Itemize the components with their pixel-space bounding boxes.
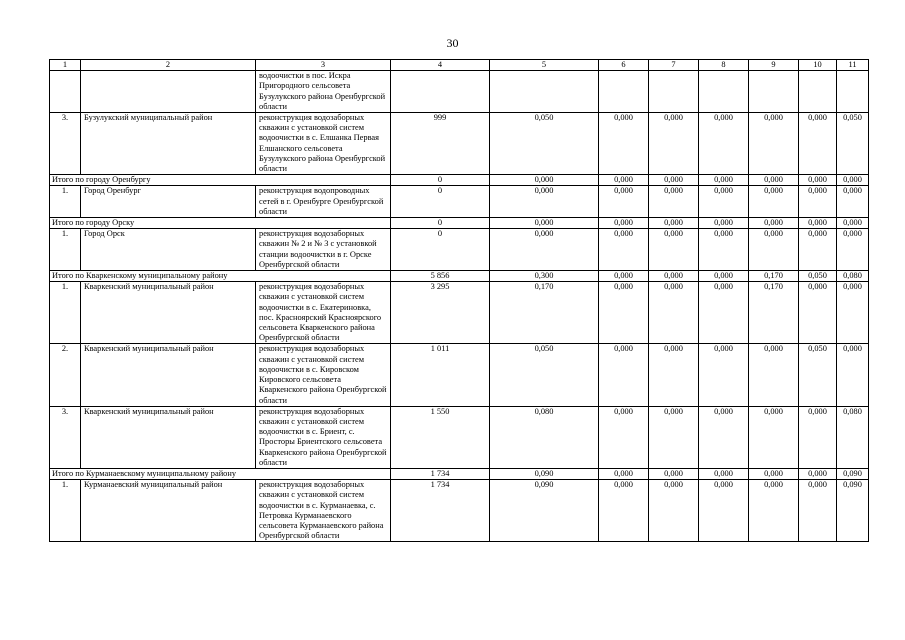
value-cell: 0,000: [649, 271, 699, 282]
table-row: [50, 186, 869, 218]
value-cell: 0,000: [699, 271, 749, 282]
value-cell: 0,000: [599, 186, 649, 218]
value-cell: 1 011: [391, 344, 490, 406]
value-cell: [649, 71, 699, 113]
value-cell: 0,000: [749, 480, 799, 542]
value-cell: 0: [391, 186, 490, 218]
value-cell: 0,000: [799, 480, 837, 542]
table-row: [50, 113, 869, 175]
value-cell: 0,000: [799, 406, 837, 468]
value-cell: 0,000: [490, 186, 599, 218]
value-cell: 0,000: [837, 229, 869, 271]
column-header: 3: [256, 60, 391, 71]
value-cell: 0,000: [490, 218, 599, 229]
value-cell: 0,000: [699, 344, 749, 406]
row-number: [50, 71, 81, 113]
value-cell: 0,000: [599, 218, 649, 229]
value-cell: 0: [391, 175, 490, 186]
value-cell: 0: [391, 229, 490, 271]
value-cell: 0,000: [799, 229, 837, 271]
table-row: [50, 282, 869, 344]
subtotal-label: Итого по Курманаевскому муниципальному району: [50, 468, 391, 479]
value-cell: 0,000: [599, 175, 649, 186]
value-cell: 0,000: [649, 468, 699, 479]
value-cell: 0,170: [749, 282, 799, 344]
value-cell: 0,080: [490, 406, 599, 468]
value-cell: 0,000: [837, 186, 869, 218]
value-cell: [699, 71, 749, 113]
value-cell: 0,000: [649, 282, 699, 344]
value-cell: 0,000: [799, 282, 837, 344]
value-cell: 0,000: [749, 218, 799, 229]
value-cell: 0,000: [749, 175, 799, 186]
table-header-row: [50, 60, 869, 71]
subtotal-row: [50, 468, 869, 479]
value-cell: 1 734: [391, 468, 490, 479]
project-description: реконструкция водозаборных скважин с установкой систем водоочистки в с. Бриент, с. Просторы Бриентского сельсовета Кваркенского района Оренбургской области: [256, 406, 391, 468]
value-cell: [837, 71, 869, 113]
value-cell: 0,000: [699, 186, 749, 218]
value-cell: 0,000: [699, 113, 749, 175]
value-cell: 0,000: [599, 406, 649, 468]
table-row: [50, 406, 869, 468]
project-description: реконструкция водозаборных скважин с установкой систем водоочистки в с. Курманаевка, с. Петровка Курманаевского сельсовета Курманаевского района Оренбургской области: [256, 480, 391, 542]
subtotal-label: Итого по городу Оренбургу: [50, 175, 391, 186]
table-row: [50, 344, 869, 406]
project-description: реконструкция водозаборных скважин с установкой систем водоочистки в с. Екатериновка, пос. Красноярский Красноярского сельсовета Кваркенского района Оренбургской области: [256, 282, 391, 344]
table-row: [50, 71, 869, 113]
column-header: 4: [391, 60, 490, 71]
value-cell: 0,080: [837, 406, 869, 468]
value-cell: 0,000: [837, 344, 869, 406]
value-cell: 0,000: [649, 113, 699, 175]
table-body: [50, 60, 869, 542]
value-cell: [490, 71, 599, 113]
value-cell: 1 550: [391, 406, 490, 468]
subtotal-label: Итого по Кваркенскому муниципальному району: [50, 271, 391, 282]
table-row: [50, 229, 869, 271]
column-header: 1: [50, 60, 81, 71]
value-cell: 0,090: [837, 480, 869, 542]
subtotal-row: [50, 175, 869, 186]
value-cell: [799, 71, 837, 113]
subtotal-label: Итого по городу Орску: [50, 218, 391, 229]
value-cell: [599, 71, 649, 113]
value-cell: 0,000: [799, 175, 837, 186]
value-cell: 0,000: [749, 186, 799, 218]
value-cell: 0,000: [699, 406, 749, 468]
value-cell: 0,090: [837, 468, 869, 479]
page-number: 30: [446, 36, 459, 50]
value-cell: 0,000: [699, 229, 749, 271]
value-cell: 0,000: [490, 175, 599, 186]
column-header: 10: [799, 60, 837, 71]
value-cell: 0,000: [649, 218, 699, 229]
project-description: водоочистки в пос. Искра Пригородного сельсовета Бузулукского района Оренбургской области: [256, 71, 391, 113]
value-cell: 0,050: [490, 344, 599, 406]
table-row: [50, 480, 869, 542]
value-cell: 0,300: [490, 271, 599, 282]
column-header: 9: [749, 60, 799, 71]
row-number: 3.: [50, 113, 81, 175]
value-cell: 0,000: [649, 480, 699, 542]
value-cell: 0,000: [599, 271, 649, 282]
value-cell: 0,090: [490, 468, 599, 479]
project-description: реконструкция водозаборных скважин с установкой систем водоочистки в с. Елшанка Первая Елшанского сельсовета Бузулукского района Оренбургской области: [256, 113, 391, 175]
value-cell: 0,000: [599, 113, 649, 175]
value-cell: 5 856: [391, 271, 490, 282]
project-description: реконструкция водозаборных скважин с установкой систем водоочистки в с. Кировском Кировского сельсовета Кваркенского района Оренбургской области: [256, 344, 391, 406]
municipality-name: Кваркенский муниципальный район: [81, 406, 256, 468]
value-cell: 0,000: [749, 406, 799, 468]
row-number: 1.: [50, 229, 81, 271]
column-header: 8: [699, 60, 749, 71]
value-cell: 0,000: [837, 218, 869, 229]
value-cell: 0,000: [749, 344, 799, 406]
value-cell: 0,000: [599, 344, 649, 406]
municipality-name: Бузулукский муниципальный район: [81, 113, 256, 175]
municipality-name: Город Орск: [81, 229, 256, 271]
row-number: 2.: [50, 344, 81, 406]
subtotal-row: [50, 271, 869, 282]
value-cell: 0,000: [699, 282, 749, 344]
value-cell: 0,000: [799, 113, 837, 175]
row-number: 1.: [50, 282, 81, 344]
value-cell: 0,000: [837, 282, 869, 344]
column-header: 7: [649, 60, 699, 71]
municipality-name: Кваркенский муниципальный район: [81, 282, 256, 344]
value-cell: 0,050: [490, 113, 599, 175]
value-cell: 0,000: [799, 218, 837, 229]
value-cell: 0,000: [599, 229, 649, 271]
value-cell: 0,000: [699, 480, 749, 542]
value-cell: [391, 71, 490, 113]
value-cell: 0,000: [649, 406, 699, 468]
value-cell: 0,000: [699, 218, 749, 229]
row-number: 1.: [50, 480, 81, 542]
column-header: 5: [490, 60, 599, 71]
column-header: 11: [837, 60, 869, 71]
value-cell: 0,000: [649, 186, 699, 218]
row-number: 1.: [50, 186, 81, 218]
value-cell: 0,000: [599, 282, 649, 344]
value-cell: 0,050: [837, 113, 869, 175]
value-cell: 3 295: [391, 282, 490, 344]
value-cell: 0,050: [799, 344, 837, 406]
value-cell: 0,000: [599, 468, 649, 479]
column-header: 2: [81, 60, 256, 71]
municipality-name: Кваркенский муниципальный район: [81, 344, 256, 406]
value-cell: 999: [391, 113, 490, 175]
row-number: 3.: [50, 406, 81, 468]
value-cell: 0,170: [749, 271, 799, 282]
value-cell: 0,000: [490, 229, 599, 271]
value-cell: 0,000: [837, 175, 869, 186]
value-cell: 0,000: [649, 175, 699, 186]
value-cell: 0: [391, 218, 490, 229]
project-description: реконструкция водопроводных сетей в г. Оренбурге Оренбургской области: [256, 186, 391, 218]
value-cell: 0,000: [599, 480, 649, 542]
value-cell: 0,050: [799, 271, 837, 282]
value-cell: 0,000: [699, 175, 749, 186]
project-description: реконструкция водозаборных скважин № 2 и № 3 с установкой станции водоочистки в г. Орске Оренбургской области: [256, 229, 391, 271]
value-cell: 0,170: [490, 282, 599, 344]
value-cell: 0,090: [490, 480, 599, 542]
value-cell: 0,000: [749, 113, 799, 175]
value-cell: 0,000: [649, 344, 699, 406]
column-header: 6: [599, 60, 649, 71]
investment-table: [49, 59, 869, 542]
municipality-name: Курманаевский муниципальный район: [81, 480, 256, 542]
value-cell: 0,000: [799, 468, 837, 479]
value-cell: 0,000: [749, 229, 799, 271]
value-cell: 0,000: [799, 186, 837, 218]
value-cell: 0,000: [749, 468, 799, 479]
value-cell: 0,000: [699, 468, 749, 479]
value-cell: 0,000: [649, 229, 699, 271]
value-cell: 1 734: [391, 480, 490, 542]
municipality-name: [81, 71, 256, 113]
subtotal-row: [50, 218, 869, 229]
value-cell: 0,080: [837, 271, 869, 282]
value-cell: [749, 71, 799, 113]
municipality-name: Город Оренбург: [81, 186, 256, 218]
